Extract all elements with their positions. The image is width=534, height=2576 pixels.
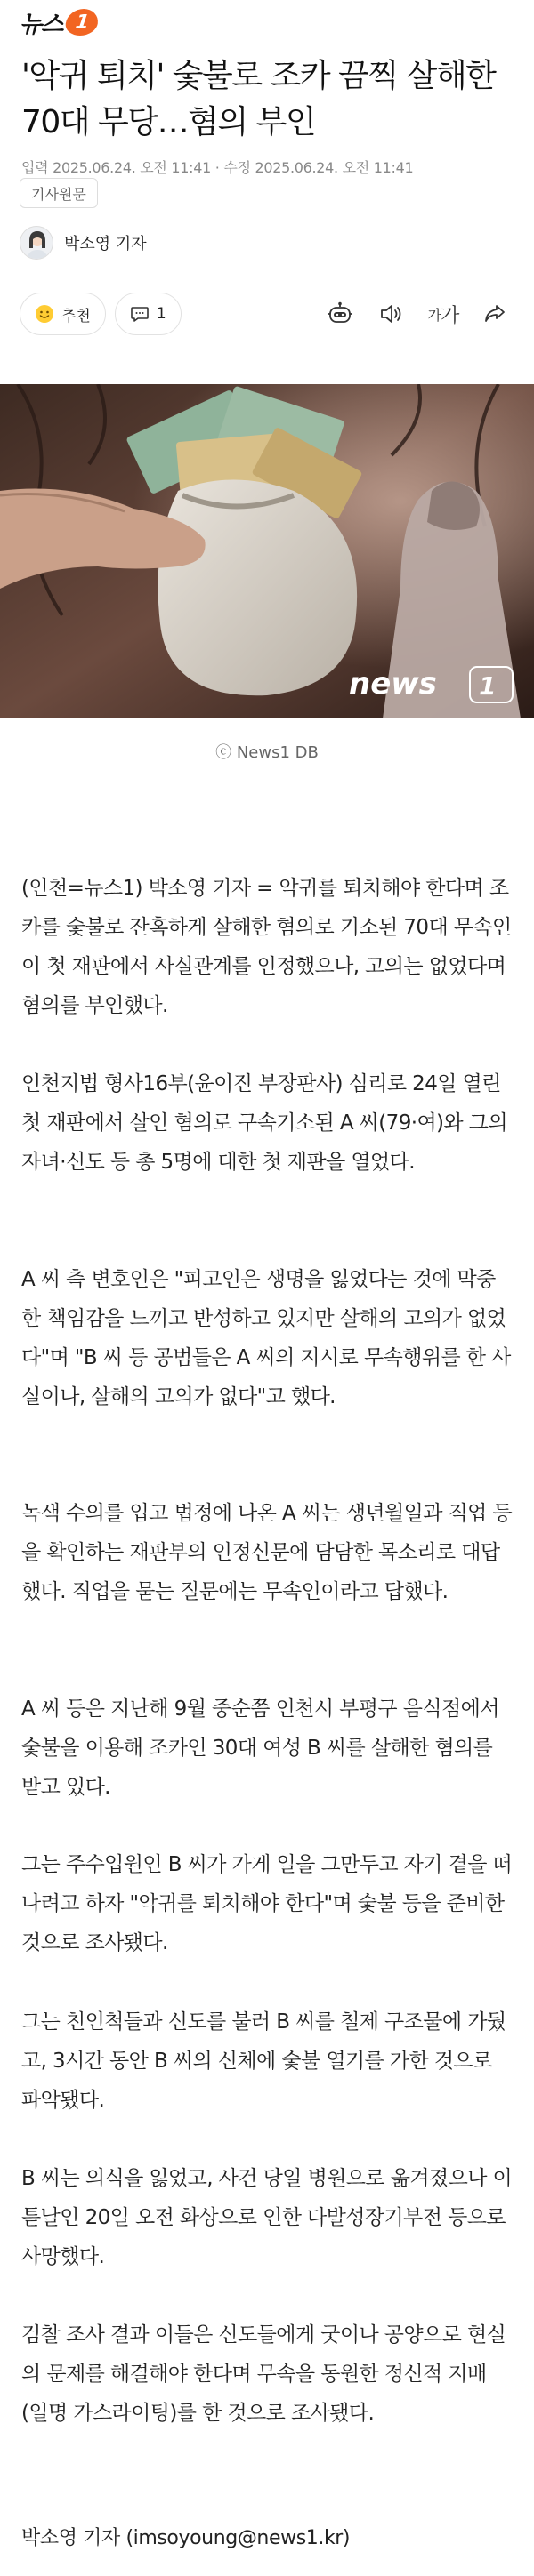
body-paragraph: 그는 친인척들과 신도를 불러 B 씨를 철제 구조물에 가뒀고, 3시간 동안 B 씨의 신체에 숯불 열기를 가한 것으로 파악됐다. xyxy=(21,2010,506,2112)
comment-button[interactable] xyxy=(115,293,182,335)
top-bar xyxy=(0,0,534,44)
author-info[interactable] xyxy=(20,226,147,260)
article-dateline: 입력 2025.06.24. 오전 11:41 · 수정 2025.06.24. 오전 11:41 xyxy=(21,159,414,176)
author-name: 박소영 기자 xyxy=(64,235,147,253)
body-paragraph: 그는 주수입원인 B 씨가 가게 일을 그만두고 자기 곁을 떠나려고 하자 "악귀를 퇴치해야 한다"며 숯불 등을 준비한 것으로 조사됐다. xyxy=(21,1853,513,1954)
author-byline: 박소영 기자 (imsoyoung@news1.kr) xyxy=(21,2527,351,2549)
speaker-icon[interactable] xyxy=(372,294,411,333)
body-paragraph: 검찰 조사 결과 이들은 신도들에게 굿이나 공양으로 현실의 문제를 해결해야 한다며 무속을 동원한 정신적 지배(일명 가스라이팅)를 한 것으로 조사됐다. xyxy=(21,2323,506,2425)
font-size-icon[interactable] xyxy=(424,294,463,333)
body-paragraph: 녹색 수의를 입고 법정에 나온 A 씨는 생년월일과 직업 등을 확인하는 재판부의 인정신문에 담담한 목소리로 대답했다. 직업을 묻는 질문에는 무속인이라고 답했다. xyxy=(21,1502,513,1603)
photo-watermark xyxy=(349,666,513,702)
smile-icon xyxy=(35,304,54,324)
watermark-badge: 1 xyxy=(479,671,497,701)
author-avatar xyxy=(20,226,53,260)
robot-summary-icon[interactable] xyxy=(320,294,360,333)
share-icon[interactable] xyxy=(475,294,514,333)
comment-count: 1 xyxy=(156,305,166,323)
body-paragraph: A 씨 측 변호인은 "피고인은 생명을 잃었다는 것에 막중한 책임감을 느끼고 반성하고 있지만 살해의 고의가 없었다"며 "B 씨 등 공범들은 A 씨의 지시로 무속행위를 한 사실이나, 살해의 고의가 없다"고 했다. xyxy=(21,1268,511,1408)
news1-logo[interactable] xyxy=(20,6,98,39)
article-action-bar xyxy=(20,292,514,336)
font-size-large: 가 xyxy=(441,304,459,327)
font-size-small: 가 xyxy=(427,306,441,324)
body-paragraph: 인천지법 형사16부(윤이진 부장판사) 심리로 24일 열린 첫 재판에서 살인 혐의로 구속기소된 A 씨(79·여)와 그의 자녀·신도 등 총 5명에 대한 첫 재판을 열었다. xyxy=(21,1072,507,1174)
article-headline: '악귀 퇴치' 숯불로 조카 끔찍 살해한 70대 무당…혐의 부인 xyxy=(21,58,496,140)
article-photo xyxy=(0,384,534,718)
recommend-button[interactable] xyxy=(20,293,106,335)
photo-caption: ⓒ News1 DB xyxy=(215,743,319,762)
comment-icon xyxy=(130,304,150,324)
original-article-button[interactable]: 기사원문 xyxy=(20,178,98,208)
body-paragraph: (인천=뉴스1) 박소영 기자 = 악귀를 퇴치해야 한다며 조카를 숯불로 잔혹하게 살해한 혐의로 기소된 70대 무속인이 첫 재판에서 사실관계를 인정했으나, 고의는 없었다며 혐의를 부인했다. xyxy=(21,877,512,1017)
body-paragraph: B 씨는 의식을 잃었고, 사건 당일 병원으로 옮겨졌으나 이튿날인 20일 오전 화상으로 인한 다발성장기부전 등으로 사망했다. xyxy=(21,2167,513,2268)
body-paragraph: A 씨 등은 지난해 9월 중순쯤 인천시 부평구 음식점에서 숯불을 이용해 조카인 30대 여성 B 씨를 살해한 혐의를 받고 있다. xyxy=(21,1697,499,1799)
article-tools xyxy=(308,294,514,333)
watermark-text: news xyxy=(349,666,437,702)
logo-text: 뉴스 xyxy=(20,11,63,38)
recommend-label: 추천 xyxy=(61,307,91,325)
logo-badge: 1 xyxy=(64,9,100,36)
